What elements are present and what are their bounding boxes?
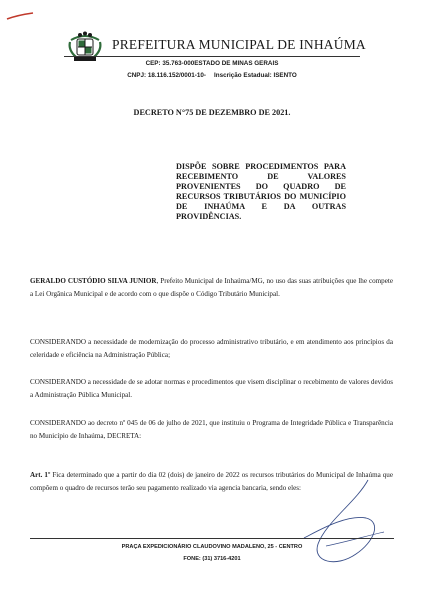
paragraph-considerando-1: CONSIDERANDO a necessidade de modernização do processo administrativo tributário, e em atendimento aos princípios da celeridade e eficiência na Administração Pública;	[30, 338, 393, 360]
ementa-line: PROVIDÊNCIAS.	[176, 212, 242, 221]
article-text: Fica determinado que a partir do dia 02 (dois) de janeiro de 2022 os recursos tributários do Municipal de Inhaúma que compõem o quadro de recursos terão seu pagamento realizado via agencia bancaria, sendo eles:	[30, 471, 393, 493]
preamble-text: , Prefeito Municipal de Inhaúma/MG, no uso das suas atribuições que lhe compete a Lei Orgânica Municipal e de acordo com o que dispõe o Código Tributário Municipal.	[30, 277, 393, 299]
footer-address: PRAÇA EXPEDICIONÁRIO CLAUDOVINO MADALENO, 25 - CENTRO	[121, 544, 303, 550]
ementa-line: RECEBIMENTO DE VALORES	[176, 172, 346, 181]
ementa-line: RECURSOS TRIBUTÁRIOS DO MUNICÍPIO	[176, 192, 346, 201]
header-divider	[64, 56, 360, 57]
header-title: PREFEITURA MUNICIPAL DE INHAÚMA	[112, 37, 366, 52]
footer-divider	[30, 538, 394, 539]
ementa-line: DISPÕE SOBRE PROCEDIMENTOS PARA	[176, 162, 346, 171]
decree-ementa	[176, 162, 346, 222]
header-cnpj: CNPJ: 18.116.152/0001-10-	[127, 72, 206, 79]
handwritten-signature-icon	[296, 472, 386, 582]
decree-title: DECRETO N°75 DE DEZEMBRO DE 2021.	[133, 108, 291, 117]
header-inscricao: Inscrição Estadual: ISENTO	[213, 72, 297, 79]
header-cnpj-line	[0, 72, 424, 79]
paragraph-preamble	[30, 275, 393, 302]
footer-phone: FONE: (31) 3716-4201	[183, 556, 241, 562]
mayor-name: GERALDO CUSTÓDIO SILVA JUNIOR	[30, 277, 157, 285]
ementa-line: PROVENIENTES DO QUADRO DE	[176, 182, 346, 191]
article-label: Art. 1º	[30, 471, 51, 479]
ementa-line: DE INHAÚMA E DA OUTRAS	[176, 202, 346, 211]
header-cep: CEP: 35.763-000ESTADO DE MINAS GERAIS	[145, 60, 279, 67]
paragraph-considerando-2: CONSIDERANDO a necessidade de se adotar normas e procedimentos que visem disciplinar o recebimento de valores devidos a Administração Pública Municipal.	[30, 378, 393, 400]
corner-pen-mark-icon	[6, 12, 34, 22]
paragraph-considerando-3: CONSIDERANDO ao decreto nº 045 de 06 de julho de 2021, que instituiu o Programa de Integridade Pública e Transparência no Município de Inhaúma, DECRETA:	[30, 419, 393, 441]
municipal-crest-icon	[66, 30, 104, 64]
